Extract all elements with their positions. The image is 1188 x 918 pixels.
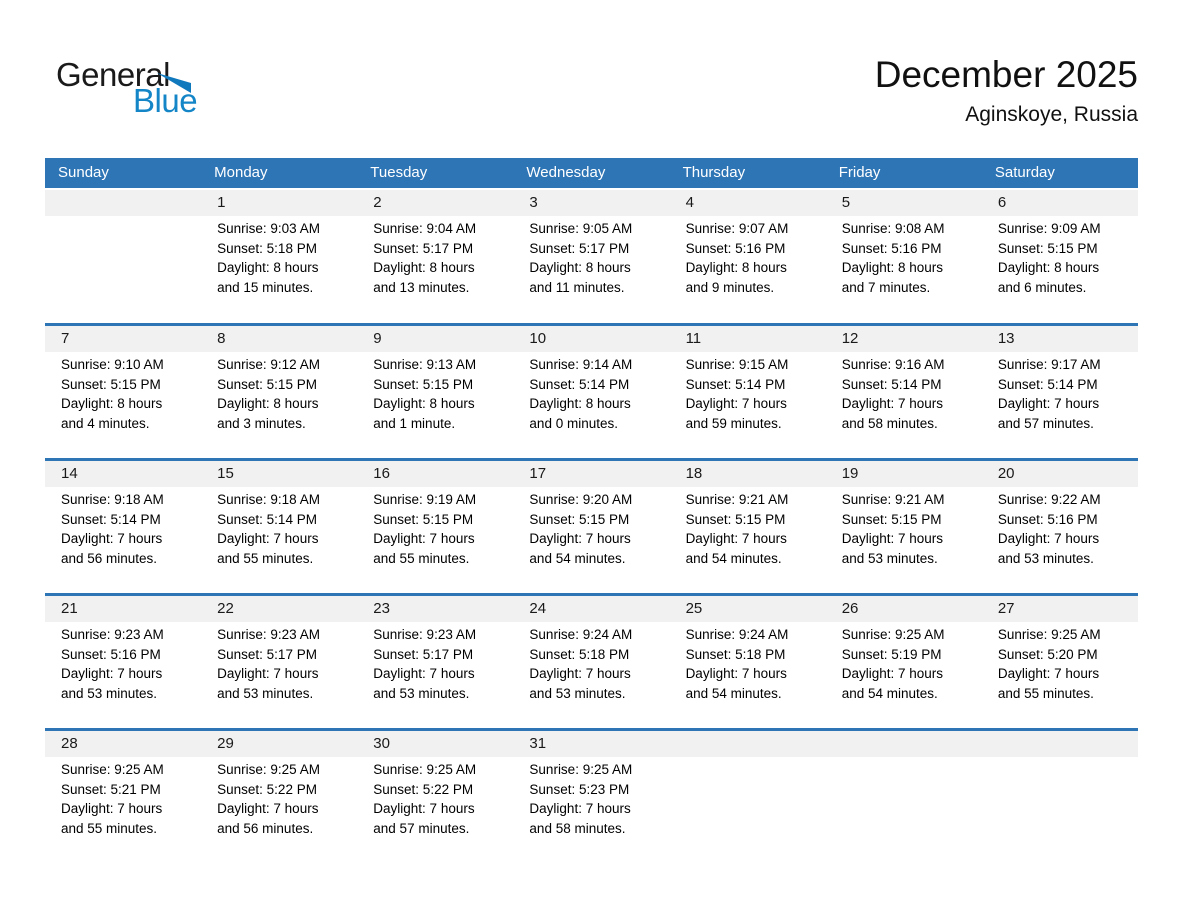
day-cell	[826, 326, 982, 458]
sunrise-line: Sunrise: 9:13 AM	[373, 357, 477, 372]
sunrise-line: Sunrise: 9:09 AM	[997, 221, 1101, 236]
day-number-band: 1	[201, 190, 357, 216]
sunrise-line: Sunrise: 9:12 AM	[217, 357, 320, 372]
daylight-line: Daylight: 8 hours	[997, 260, 1100, 275]
day-number-band: 19	[826, 461, 982, 487]
day-details	[826, 487, 982, 568]
sunset-line: Sunset: 5:19 PM	[841, 646, 942, 662]
daylight-line: and 53 minutes.	[997, 550, 1094, 566]
sunrise-line: Sunrise: 9:20 AM	[529, 492, 633, 507]
week-row	[45, 458, 1138, 593]
day-cell	[513, 731, 669, 863]
day-number-band: 10	[513, 326, 669, 352]
day-cell	[670, 326, 826, 458]
sunset-line: Sunset: 5:17 PM	[373, 240, 474, 256]
daylight-line: Daylight: 7 hours	[997, 396, 1100, 411]
day-details	[513, 622, 669, 703]
day-cell	[982, 596, 1138, 728]
day-details	[45, 352, 201, 433]
day-number-band: 12	[826, 326, 982, 352]
daylight-line: and 4 minutes.	[61, 415, 150, 431]
daylight-line: Daylight: 7 hours	[373, 666, 475, 681]
day-number-band: 28	[45, 731, 201, 757]
calendar-weeks	[45, 190, 1138, 863]
day-cell	[670, 461, 826, 593]
sunset-line: Sunset: 5:15 PM	[529, 511, 630, 527]
weekday-header-saturday: Saturday	[994, 164, 1055, 181]
daylight-line: and 54 minutes.	[841, 685, 938, 701]
day-number-band: 21	[45, 596, 201, 622]
day-cell	[513, 326, 669, 458]
daylight-line: Daylight: 7 hours	[529, 666, 631, 681]
daylight-line: Daylight: 7 hours	[217, 801, 319, 816]
daylight-line: and 13 minutes.	[373, 279, 470, 295]
day-details	[670, 216, 826, 297]
day-cell	[513, 461, 669, 593]
sunrise-line: Sunrise: 9:15 AM	[685, 357, 789, 372]
daylight-line: and 11 minutes.	[529, 279, 625, 295]
sunset-line: Sunset: 5:14 PM	[217, 511, 317, 527]
sunset-line: Sunset: 5:15 PM	[61, 376, 161, 392]
day-number-band: 24	[513, 596, 669, 622]
day-number-band: 30	[357, 731, 513, 757]
day-cell	[45, 326, 201, 458]
day-details	[357, 352, 513, 433]
day-number-band: 2	[357, 190, 513, 216]
day-number-band: 4	[670, 190, 826, 216]
daylight-line: and 57 minutes.	[373, 820, 470, 836]
sunset-line: Sunset: 5:16 PM	[841, 240, 942, 256]
sunset-line: Sunset: 5:14 PM	[685, 376, 786, 392]
day-number-band: 20	[982, 461, 1138, 487]
empty-day-cell	[45, 190, 201, 323]
daylight-line: and 0 minutes.	[529, 415, 618, 431]
day-cell	[357, 596, 513, 728]
sunset-line: Sunset: 5:17 PM	[529, 240, 630, 256]
daylight-line: and 55 minutes.	[997, 685, 1094, 701]
daylight-line: Daylight: 8 hours	[685, 260, 787, 275]
day-cell	[670, 190, 826, 323]
sunset-line: Sunset: 5:14 PM	[841, 376, 942, 392]
day-details	[357, 487, 513, 568]
day-details	[357, 216, 513, 297]
day-cell	[45, 596, 201, 728]
daylight-line: and 54 minutes.	[685, 685, 782, 701]
day-number-band: 9	[357, 326, 513, 352]
day-details	[670, 487, 826, 568]
title-block	[875, 52, 1138, 128]
sunrise-line: Sunrise: 9:21 AM	[841, 492, 945, 507]
day-cell	[201, 326, 357, 458]
empty-day-cell	[670, 731, 826, 863]
weekday-header-monday: Monday	[214, 164, 268, 181]
day-details	[45, 487, 201, 568]
day-cell	[45, 731, 201, 863]
day-number-band: 6	[982, 190, 1138, 216]
sunrise-line: Sunrise: 9:21 AM	[685, 492, 789, 507]
day-details	[513, 352, 669, 433]
sunrise-line: Sunrise: 9:19 AM	[373, 492, 477, 507]
day-number-band: 22	[201, 596, 357, 622]
day-cell	[201, 731, 357, 863]
daylight-line: and 54 minutes.	[529, 550, 626, 566]
sunrise-line: Sunrise: 9:25 AM	[997, 627, 1101, 642]
day-cell	[826, 596, 982, 728]
day-details	[982, 487, 1138, 568]
day-number-band: 7	[45, 326, 201, 352]
day-details	[45, 622, 201, 703]
sunrise-line: Sunrise: 9:25 AM	[373, 762, 477, 777]
sunrise-line: Sunrise: 9:23 AM	[61, 627, 164, 642]
daylight-line: Daylight: 7 hours	[217, 531, 319, 546]
sunset-line: Sunset: 5:17 PM	[217, 646, 317, 662]
day-number-band: 31	[513, 731, 669, 757]
sunrise-line: Sunrise: 9:24 AM	[685, 627, 789, 642]
day-number-band: 5	[826, 190, 982, 216]
daylight-line: Daylight: 7 hours	[997, 666, 1100, 681]
day-number-band: 26	[826, 596, 982, 622]
daylight-line: Daylight: 8 hours	[841, 260, 944, 275]
day-details	[45, 757, 201, 838]
sunset-line: Sunset: 5:18 PM	[529, 646, 630, 662]
sunset-line: Sunset: 5:14 PM	[529, 376, 630, 392]
sunrise-line: Sunrise: 9:25 AM	[529, 762, 633, 777]
day-cell	[982, 461, 1138, 593]
sunrise-line: Sunrise: 9:25 AM	[217, 762, 320, 777]
weekday-header-wednesday: Wednesday	[526, 164, 606, 181]
day-number-band	[670, 731, 826, 757]
sunset-line: Sunset: 5:16 PM	[685, 240, 786, 256]
day-details	[826, 352, 982, 433]
daylight-line: Daylight: 8 hours	[217, 260, 319, 275]
daylight-line: Daylight: 7 hours	[997, 531, 1100, 546]
day-details	[982, 622, 1138, 703]
day-details	[201, 487, 357, 568]
weekday-header-sunday: Sunday	[58, 164, 109, 181]
daylight-line: and 53 minutes.	[217, 685, 314, 701]
day-cell	[357, 190, 513, 323]
day-number-band: 15	[201, 461, 357, 487]
weekday-header-tuesday: Tuesday	[370, 164, 428, 181]
sunset-line: Sunset: 5:16 PM	[61, 646, 161, 662]
daylight-line: Daylight: 7 hours	[685, 396, 787, 411]
day-cell	[357, 326, 513, 458]
day-details	[201, 216, 357, 297]
sunrise-line: Sunrise: 9:23 AM	[373, 627, 477, 642]
empty-day-cell	[826, 731, 982, 863]
day-details	[201, 757, 357, 838]
sunset-line: Sunset: 5:23 PM	[529, 781, 630, 797]
sunrise-line: Sunrise: 9:18 AM	[61, 492, 164, 507]
day-details	[513, 487, 669, 568]
day-cell	[201, 596, 357, 728]
daylight-line: Daylight: 7 hours	[685, 531, 787, 546]
day-cell	[513, 596, 669, 728]
daylight-line: Daylight: 7 hours	[841, 531, 944, 546]
sunset-line: Sunset: 5:15 PM	[373, 376, 474, 392]
day-details	[826, 622, 982, 703]
weekday-header-friday: Friday	[838, 164, 881, 181]
sunrise-line: Sunrise: 9:22 AM	[997, 492, 1101, 507]
sunset-line: Sunset: 5:15 PM	[373, 511, 474, 527]
daylight-line: Daylight: 7 hours	[373, 531, 475, 546]
daylight-line: Daylight: 7 hours	[373, 801, 475, 816]
daylight-line: Daylight: 7 hours	[841, 396, 944, 411]
sunrise-line: Sunrise: 9:18 AM	[217, 492, 320, 507]
daylight-line: and 53 minutes.	[373, 685, 470, 701]
daylight-line: and 1 minute.	[373, 415, 456, 431]
sunset-line: Sunset: 5:16 PM	[997, 511, 1098, 527]
daylight-line: and 15 minutes.	[217, 279, 314, 295]
sunset-line: Sunset: 5:22 PM	[217, 781, 317, 797]
day-cell	[513, 190, 669, 323]
day-cell	[45, 461, 201, 593]
logo-text-blue: Blue	[133, 82, 198, 119]
sunrise-line: Sunrise: 9:16 AM	[841, 357, 945, 372]
sunrise-line: Sunrise: 9:03 AM	[217, 221, 320, 236]
week-row	[45, 728, 1138, 863]
daylight-line: Daylight: 8 hours	[61, 396, 163, 411]
week-row	[45, 593, 1138, 728]
day-number-band: 16	[357, 461, 513, 487]
day-number-band: 14	[45, 461, 201, 487]
sunrise-line: Sunrise: 9:24 AM	[529, 627, 633, 642]
empty-day-cell	[982, 731, 1138, 863]
week-row	[45, 323, 1138, 458]
day-number-band: 27	[982, 596, 1138, 622]
calendar-table	[45, 158, 1138, 863]
day-number-band: 13	[982, 326, 1138, 352]
day-number-band: 3	[513, 190, 669, 216]
day-cell	[357, 461, 513, 593]
day-number-band	[45, 190, 201, 216]
sunset-line: Sunset: 5:15 PM	[217, 376, 317, 392]
daylight-line: and 55 minutes.	[217, 550, 314, 566]
daylight-line: and 58 minutes.	[529, 820, 626, 836]
daylight-line: Daylight: 7 hours	[685, 666, 787, 681]
day-number-band	[982, 731, 1138, 757]
daylight-line: and 9 minutes.	[685, 279, 775, 295]
daylight-line: and 56 minutes.	[217, 820, 314, 836]
sunset-line: Sunset: 5:20 PM	[997, 646, 1098, 662]
daylight-line: Daylight: 8 hours	[217, 396, 319, 411]
day-details	[670, 352, 826, 433]
day-details	[826, 216, 982, 297]
sunset-line: Sunset: 5:22 PM	[373, 781, 474, 797]
daylight-line: and 53 minutes.	[841, 550, 938, 566]
day-cell	[982, 190, 1138, 323]
day-number-band: 8	[201, 326, 357, 352]
sunset-line: Sunset: 5:15 PM	[685, 511, 786, 527]
daylight-line: and 55 minutes.	[373, 550, 470, 566]
daylight-line: Daylight: 7 hours	[217, 666, 319, 681]
daylight-line: and 55 minutes.	[61, 820, 158, 836]
sunset-line: Sunset: 5:14 PM	[61, 511, 161, 527]
sunrise-line: Sunrise: 9:17 AM	[997, 357, 1101, 372]
page-subtitle: Aginskoye, Russia	[965, 103, 1138, 126]
daylight-line: Daylight: 8 hours	[529, 260, 631, 275]
sunset-line: Sunset: 5:18 PM	[685, 646, 786, 662]
daylight-line: and 3 minutes.	[217, 415, 306, 431]
logo-text-general: General	[56, 56, 170, 93]
daylight-line: Daylight: 7 hours	[61, 801, 163, 816]
daylight-line: Daylight: 8 hours	[373, 260, 475, 275]
day-details	[201, 352, 357, 433]
day-number-band	[826, 731, 982, 757]
daylight-line: and 56 minutes.	[61, 550, 158, 566]
daylight-line: and 54 minutes.	[685, 550, 782, 566]
daylight-line: Daylight: 7 hours	[61, 666, 163, 681]
day-cell	[826, 190, 982, 323]
sunrise-line: Sunrise: 9:23 AM	[217, 627, 320, 642]
day-cell	[357, 731, 513, 863]
sunrise-line: Sunrise: 9:07 AM	[685, 221, 789, 236]
daylight-line: Daylight: 7 hours	[841, 666, 944, 681]
day-number-band: 18	[670, 461, 826, 487]
day-details	[982, 352, 1138, 433]
sunrise-line: Sunrise: 9:05 AM	[529, 221, 633, 236]
page-title: December 2025	[874, 54, 1138, 95]
daylight-line: and 58 minutes.	[841, 415, 938, 431]
day-details	[357, 622, 513, 703]
daylight-line: and 53 minutes.	[529, 685, 626, 701]
day-details	[513, 216, 669, 297]
sunrise-line: Sunrise: 9:04 AM	[373, 221, 477, 236]
daylight-line: Daylight: 7 hours	[61, 531, 163, 546]
day-cell	[201, 461, 357, 593]
sunrise-line: Sunrise: 9:08 AM	[841, 221, 945, 236]
day-number-band: 29	[201, 731, 357, 757]
day-details	[982, 216, 1138, 297]
daylight-line: Daylight: 7 hours	[529, 801, 631, 816]
sunset-line: Sunset: 5:18 PM	[217, 240, 317, 256]
general-blue-logo	[56, 58, 276, 128]
day-number-band: 23	[357, 596, 513, 622]
day-details	[670, 622, 826, 703]
day-cell	[670, 596, 826, 728]
daylight-line: Daylight: 8 hours	[373, 396, 475, 411]
daylight-line: and 53 minutes.	[61, 685, 158, 701]
day-cell	[826, 461, 982, 593]
day-number-band: 17	[513, 461, 669, 487]
day-details	[357, 757, 513, 838]
day-number-band: 25	[670, 596, 826, 622]
day-details	[201, 622, 357, 703]
sunset-line: Sunset: 5:14 PM	[997, 376, 1098, 392]
daylight-line: Daylight: 8 hours	[529, 396, 631, 411]
sunrise-line: Sunrise: 9:10 AM	[61, 357, 164, 372]
sunset-line: Sunset: 5:15 PM	[841, 511, 942, 527]
sunset-line: Sunset: 5:17 PM	[373, 646, 474, 662]
sunrise-line: Sunrise: 9:25 AM	[61, 762, 164, 777]
day-cell	[201, 190, 357, 323]
sunset-line: Sunset: 5:15 PM	[997, 240, 1098, 256]
sunrise-line: Sunrise: 9:14 AM	[529, 357, 633, 372]
day-cell	[982, 326, 1138, 458]
daylight-line: Daylight: 7 hours	[529, 531, 631, 546]
day-details	[513, 757, 669, 838]
day-number-band: 11	[670, 326, 826, 352]
daylight-line: and 7 minutes.	[841, 279, 931, 295]
daylight-line: and 57 minutes.	[997, 415, 1094, 431]
weekday-header-thursday: Thursday	[682, 164, 746, 181]
sunrise-line: Sunrise: 9:25 AM	[841, 627, 945, 642]
weekday-header-row	[45, 158, 1138, 188]
daylight-line: and 59 minutes.	[685, 415, 782, 431]
week-row	[45, 190, 1138, 323]
daylight-line: and 6 minutes.	[997, 279, 1087, 295]
sunset-line: Sunset: 5:21 PM	[61, 781, 161, 797]
